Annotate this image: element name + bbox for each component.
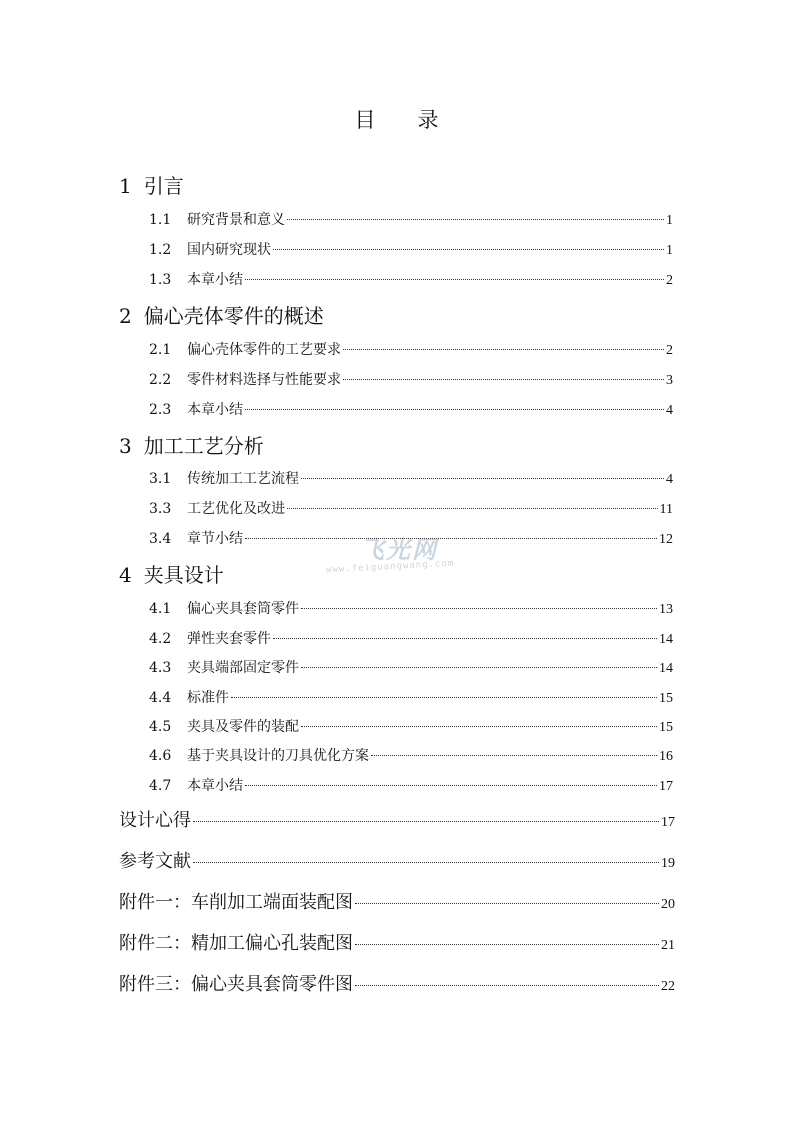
page-number: 1 [666,243,673,258]
page-number: 21 [661,938,675,953]
entry-title: 附件一：车削加工端面装配图 [119,892,353,913]
section-number: 4.1 [149,601,172,617]
toc-chapter[interactable] [119,170,673,199]
page-title [0,104,793,134]
toc-entry[interactable] [149,716,673,736]
toc-back-matter-entry[interactable] [119,806,675,832]
chapter-title: 偏心壳体零件的概述 [143,304,324,328]
toc-back-matter-entry[interactable] [119,847,675,873]
section-number: 3.4 [149,531,172,547]
page-number: 17 [659,779,673,794]
chapter-number: 1 [119,174,132,198]
toc-entry[interactable] [149,209,673,229]
chapter-number: 4 [119,563,132,587]
page-number: 1 [666,213,673,228]
page-number: 14 [659,661,673,676]
section-number: 1.3 [149,272,172,288]
section-number: 1.1 [149,212,172,228]
section-title: 夹具及零件的装配 [187,719,299,735]
toc-back-matter-entry[interactable] [119,929,675,955]
page-number: 20 [661,897,675,912]
section-title: 弹性夹套零件 [187,631,271,647]
leader-dots [273,248,664,250]
leader-dots [287,507,658,509]
toc-entry[interactable] [149,269,673,289]
section-title: 偏心夹具套筒零件 [187,601,299,617]
section-title: 本章小结 [187,272,243,288]
section-number: 4.2 [149,631,172,647]
section-title: 偏心壳体零件的工艺要求 [187,342,341,358]
leader-dots [301,666,657,668]
section-number: 4.6 [149,748,172,764]
leader-dots [231,696,657,698]
toc-chapter[interactable] [119,300,673,329]
page-number: 2 [666,343,673,358]
section-title: 传统加工工艺流程 [187,471,299,487]
leader-dots [301,607,657,609]
toc-entry[interactable] [149,745,673,765]
chapter-number: 2 [119,304,132,328]
section-number: 3.3 [149,501,172,517]
page-number: 17 [661,815,675,830]
watermark-logo: 飞光网 [360,536,438,564]
toc-chapter[interactable] [119,559,673,588]
leader-dots [355,902,659,904]
chapter-title: 加工工艺分析 [143,434,264,458]
leader-dots [245,408,664,410]
toc-entry[interactable] [149,399,673,419]
entry-title: 参考文献 [119,851,191,872]
toc-entry[interactable] [149,239,673,259]
section-title: 夹具端部固定零件 [187,660,299,676]
toc-chapter[interactable] [119,430,673,459]
toc-entry[interactable] [149,687,673,707]
section-title: 本章小结 [187,402,243,418]
section-title: 零件材料选择与性能要求 [187,372,341,388]
leader-dots [355,943,659,945]
title-char-1: 目 [354,108,376,132]
toc-entry[interactable] [149,339,673,359]
section-number: 2.2 [149,372,172,388]
section-title: 研究背景和意义 [187,212,285,228]
watermark-url: www.feiguangwang.com [325,558,455,576]
page-number: 19 [661,856,675,871]
toc-entry[interactable] [149,775,673,795]
leader-dots [371,754,657,756]
leader-dots [301,725,657,727]
toc-back-matter-entry[interactable] [119,888,675,914]
page-number: 16 [659,749,673,764]
leader-dots [245,537,657,539]
page-number: 22 [661,979,675,994]
toc-entry[interactable] [149,369,673,389]
section-number: 4.3 [149,660,172,676]
section-title: 本章小结 [187,778,243,794]
section-number: 3.1 [149,471,172,487]
leader-dots [245,278,664,280]
toc-entry[interactable] [149,528,673,548]
title-char-2: 录 [417,108,439,132]
entry-title: 设计心得 [119,810,191,831]
leader-dots [355,984,659,986]
chapter-title: 引言 [143,174,184,198]
section-title: 章节小结 [187,531,243,547]
page-number: 4 [666,472,673,487]
section-title: 基于夹具设计的刀具优化方案 [187,748,369,764]
toc-entry[interactable] [149,657,673,677]
toc-entry[interactable] [149,598,673,618]
chapter-number: 3 [119,434,132,458]
page-number: 14 [659,632,673,647]
leader-dots [193,820,659,822]
leader-dots [287,218,664,220]
leader-dots [301,477,664,479]
page-number: 15 [659,720,673,735]
page-number: 2 [666,273,673,288]
page-number: 15 [659,691,673,706]
section-title: 工艺优化及改进 [187,501,285,517]
section-number: 4.7 [149,778,172,794]
section-number: 4.5 [149,719,172,735]
toc-entry[interactable] [149,468,673,488]
page-number: 3 [666,373,673,388]
page-number: 12 [659,532,673,547]
page-number: 11 [659,502,673,517]
leader-dots [343,348,664,350]
section-title: 标准件 [187,690,229,706]
page-number: 4 [666,403,673,418]
leader-dots [273,637,657,639]
section-number: 2.3 [149,402,172,418]
section-title: 国内研究现状 [187,242,271,258]
section-number: 4.4 [149,690,172,706]
leader-dots [193,861,659,863]
page-number: 13 [659,602,673,617]
toc-back-matter-entry[interactable] [119,970,675,996]
section-number: 2.1 [149,342,172,358]
toc-entry[interactable] [149,628,673,648]
leader-dots [343,378,664,380]
entry-title: 附件三：偏心夹具套筒零件图 [119,974,353,995]
leader-dots [245,784,657,786]
toc-entry[interactable] [149,498,673,518]
entry-title: 附件二：精加工偏心孔装配图 [119,933,353,954]
section-number: 1.2 [149,242,172,258]
chapter-title: 夹具设计 [143,563,224,587]
